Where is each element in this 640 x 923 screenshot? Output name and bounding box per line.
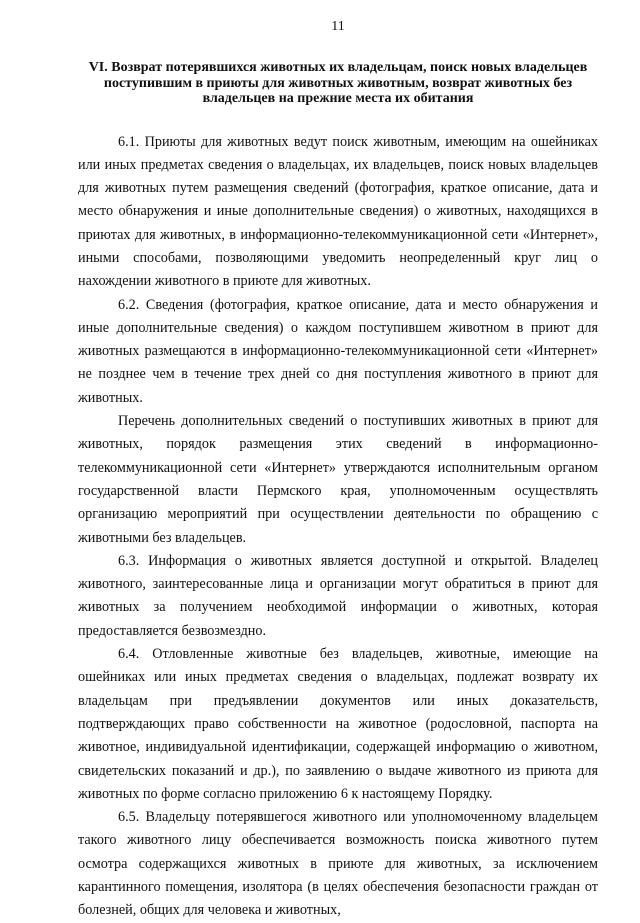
section-title: VI. Возврат потерявшихся животных их владельцам, поиск новых владельцев поступившим в приюты для животных животным, возврат животных без владельцев на прежние места их обитания xyxy=(88,60,588,106)
page-number: 11 xyxy=(331,19,345,34)
paragraph-additional-info-list: Перечень дополнительных сведений о поступивших животных в приют для животных, порядок размещения этих сведений в информационно-телекоммуникационной сети «Интернет» утверждаются исполнительным органом государственной власти Пермского края, уполномоченным осуществлять организацию мероприятий при осуществлении деятельности по обращению с животными без владельцев. xyxy=(78,413,598,546)
paragraph-6-5: 6.5. Владельцу потерявшегося животного или уполномоченному владельцем такого животного лицу обеспечивается возможность поиска животного путем осмотра содержащихся животных в приюте для животных, за исключением карантинного помещения, изолятора (в целях обеспечения безопасности граждан от болезней, общих для человека и животных, xyxy=(78,809,598,919)
paragraph-6-1: 6.1. Приюты для животных ведут поиск животным, имеющим на ошейниках или иных предметах сведения о владельцах, их владельцев, поиск новых владельцев для животных путем размещения сведений (фотография, краткое описание, дата и место обнаружения и иные дополнительные сведения) о животных, находящихся в приютах для животных, в информационно-телекоммуникационной сети «Интернет», иными способами, позволяющими уведомить неопределенный круг лиц о нахождении животного в приюте для животных. xyxy=(78,133,598,290)
paragraph-6-3: 6.3. Информация о животных является доступной и открытой. Владелец животного, заинтересованные лица и организации могут обратиться в приют для животных за получением необходимой информации о животных, которая предоставляется безвозмездно. xyxy=(78,552,598,639)
paragraph-6-2: 6.2. Сведения (фотография, краткое описание, дата и место обнаружения и иные дополнительные сведения) о каждом поступившем животном в приют для животных размещаются в информационно-телекоммуникационной сети «Интернет» не позднее чем в течение трех дней со дня поступления животного в приют для животных. xyxy=(78,296,598,406)
paragraph-6-4: 6.4. Отловленные животные без владельцев, животные, имеющие на ошейниках или иных предметах сведения о владельцах, подлежат возврату их владельцам при предъявлении документов или иных доказательств, подтверждающих право собственности на животное (родословной, паспорта на животное, индивидуальной идентификации, содержащей информацию о животном, свидетельских показаний и др.), по заявлению о выдаче животного из приюта для животных по форме согласно приложению 6 к настоящему Порядку. xyxy=(78,646,598,802)
